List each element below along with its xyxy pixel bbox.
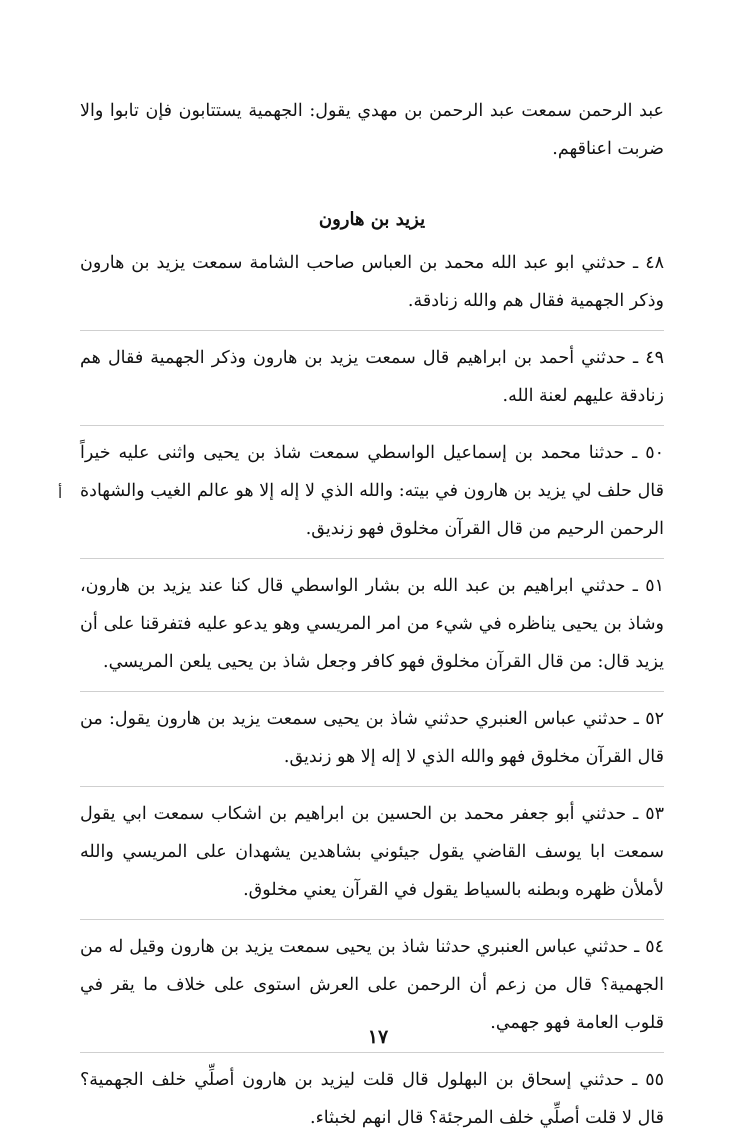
divider xyxy=(80,1052,664,1053)
divider xyxy=(80,919,664,920)
entry-49: ٤٩ ـ حدثني أحمد بن ابراهيم قال سمعت يزيد بن هارون وذكر الجهمية فقال هم زنادقة عليهم لعنة الله. xyxy=(80,348,664,406)
entry-52: ٥٢ ـ حدثني عباس العنبري حدثني شاذ بن يحيى سمعت يزيد بن هارون يقول: من قال القرآن مخلوق فهو والله الذي لا إله إلا هو زنديق. xyxy=(80,709,664,767)
divider xyxy=(80,691,664,692)
section-title: يزيد بن هارون xyxy=(318,209,426,230)
page-number: ١٧ xyxy=(367,1026,389,1048)
entry-54: ٥٤ ـ حدثني عباس العنبري حدثنا شاذ بن يحيى سمعت يزيد بن هارون وقيل له من الجهمية؟ قال من زعم أن الرحمن على العرش استوى على خلاف ما يقر في قلوب العامة فهو جهمي. xyxy=(80,937,664,1033)
entry-53: ٥٣ ـ حدثني أبو جعفر محمد بن الحسين بن ابراهيم بن اشكاب سمعت ابي يقول سمعت ابا يوسف القاضي يقول جيئوني بشاهدين يشهدان على المريسي والله لأملأن ظهره وبطنه بالسياط يقول في القرآن يعني مخلوق. xyxy=(80,804,664,900)
intro-paragraph: عبد الرحمن سمعت عبد الرحمن بن مهدي يقول: الجهمية يستتابون فإن تابوا والا ضربت اعناقهم. xyxy=(80,101,664,159)
divider xyxy=(80,558,664,559)
entry-55: ٥٥ ـ حدثني إسحاق بن البهلول قال قلت ليزيد بن هارون أصلِّي خلف الجهمية؟ قال لا قلت أصلِّي خلف المرجئة؟ قال انهم لخبثاء. xyxy=(80,1070,664,1128)
entry-48: ٤٨ ـ حدثني ابو عبد الله محمد بن العباس صاحب الشامة سمعت يزيد بن هارون وذكر الجهمية فقال هم والله زنادقة. xyxy=(80,253,664,311)
divider xyxy=(80,425,664,426)
margin-note-mark: أ xyxy=(58,484,63,502)
entry-50-block xyxy=(58,434,664,548)
entry-51: ٥١ ـ حدثني ابراهيم بن عبد الله بن بشار الواسطي قال كنا عند يزيد بن هارون، وشاذ بن يحيى يناظره في شيء من امر المريسي وهو يدعو عليه فتفرقنا على أن يزيد قال: من قال القرآن مخلوق فهو كافر وجعل شاذ بن يحيى يلعن المريسي. xyxy=(80,576,664,672)
divider xyxy=(80,330,664,331)
divider xyxy=(80,786,664,787)
entry-50: ٥٠ ـ حدثنا محمد بن إسماعيل الواسطي سمعت شاذ بن يحيى واثنى عليه خيراً قال حلف لي يزيد بن هارون في بيته: والله الذي لا إله إلا هو عالم الغيب والشهادة الرحمن الرحيم من قال القرآن مخلوق فهو زنديق. xyxy=(80,443,664,539)
